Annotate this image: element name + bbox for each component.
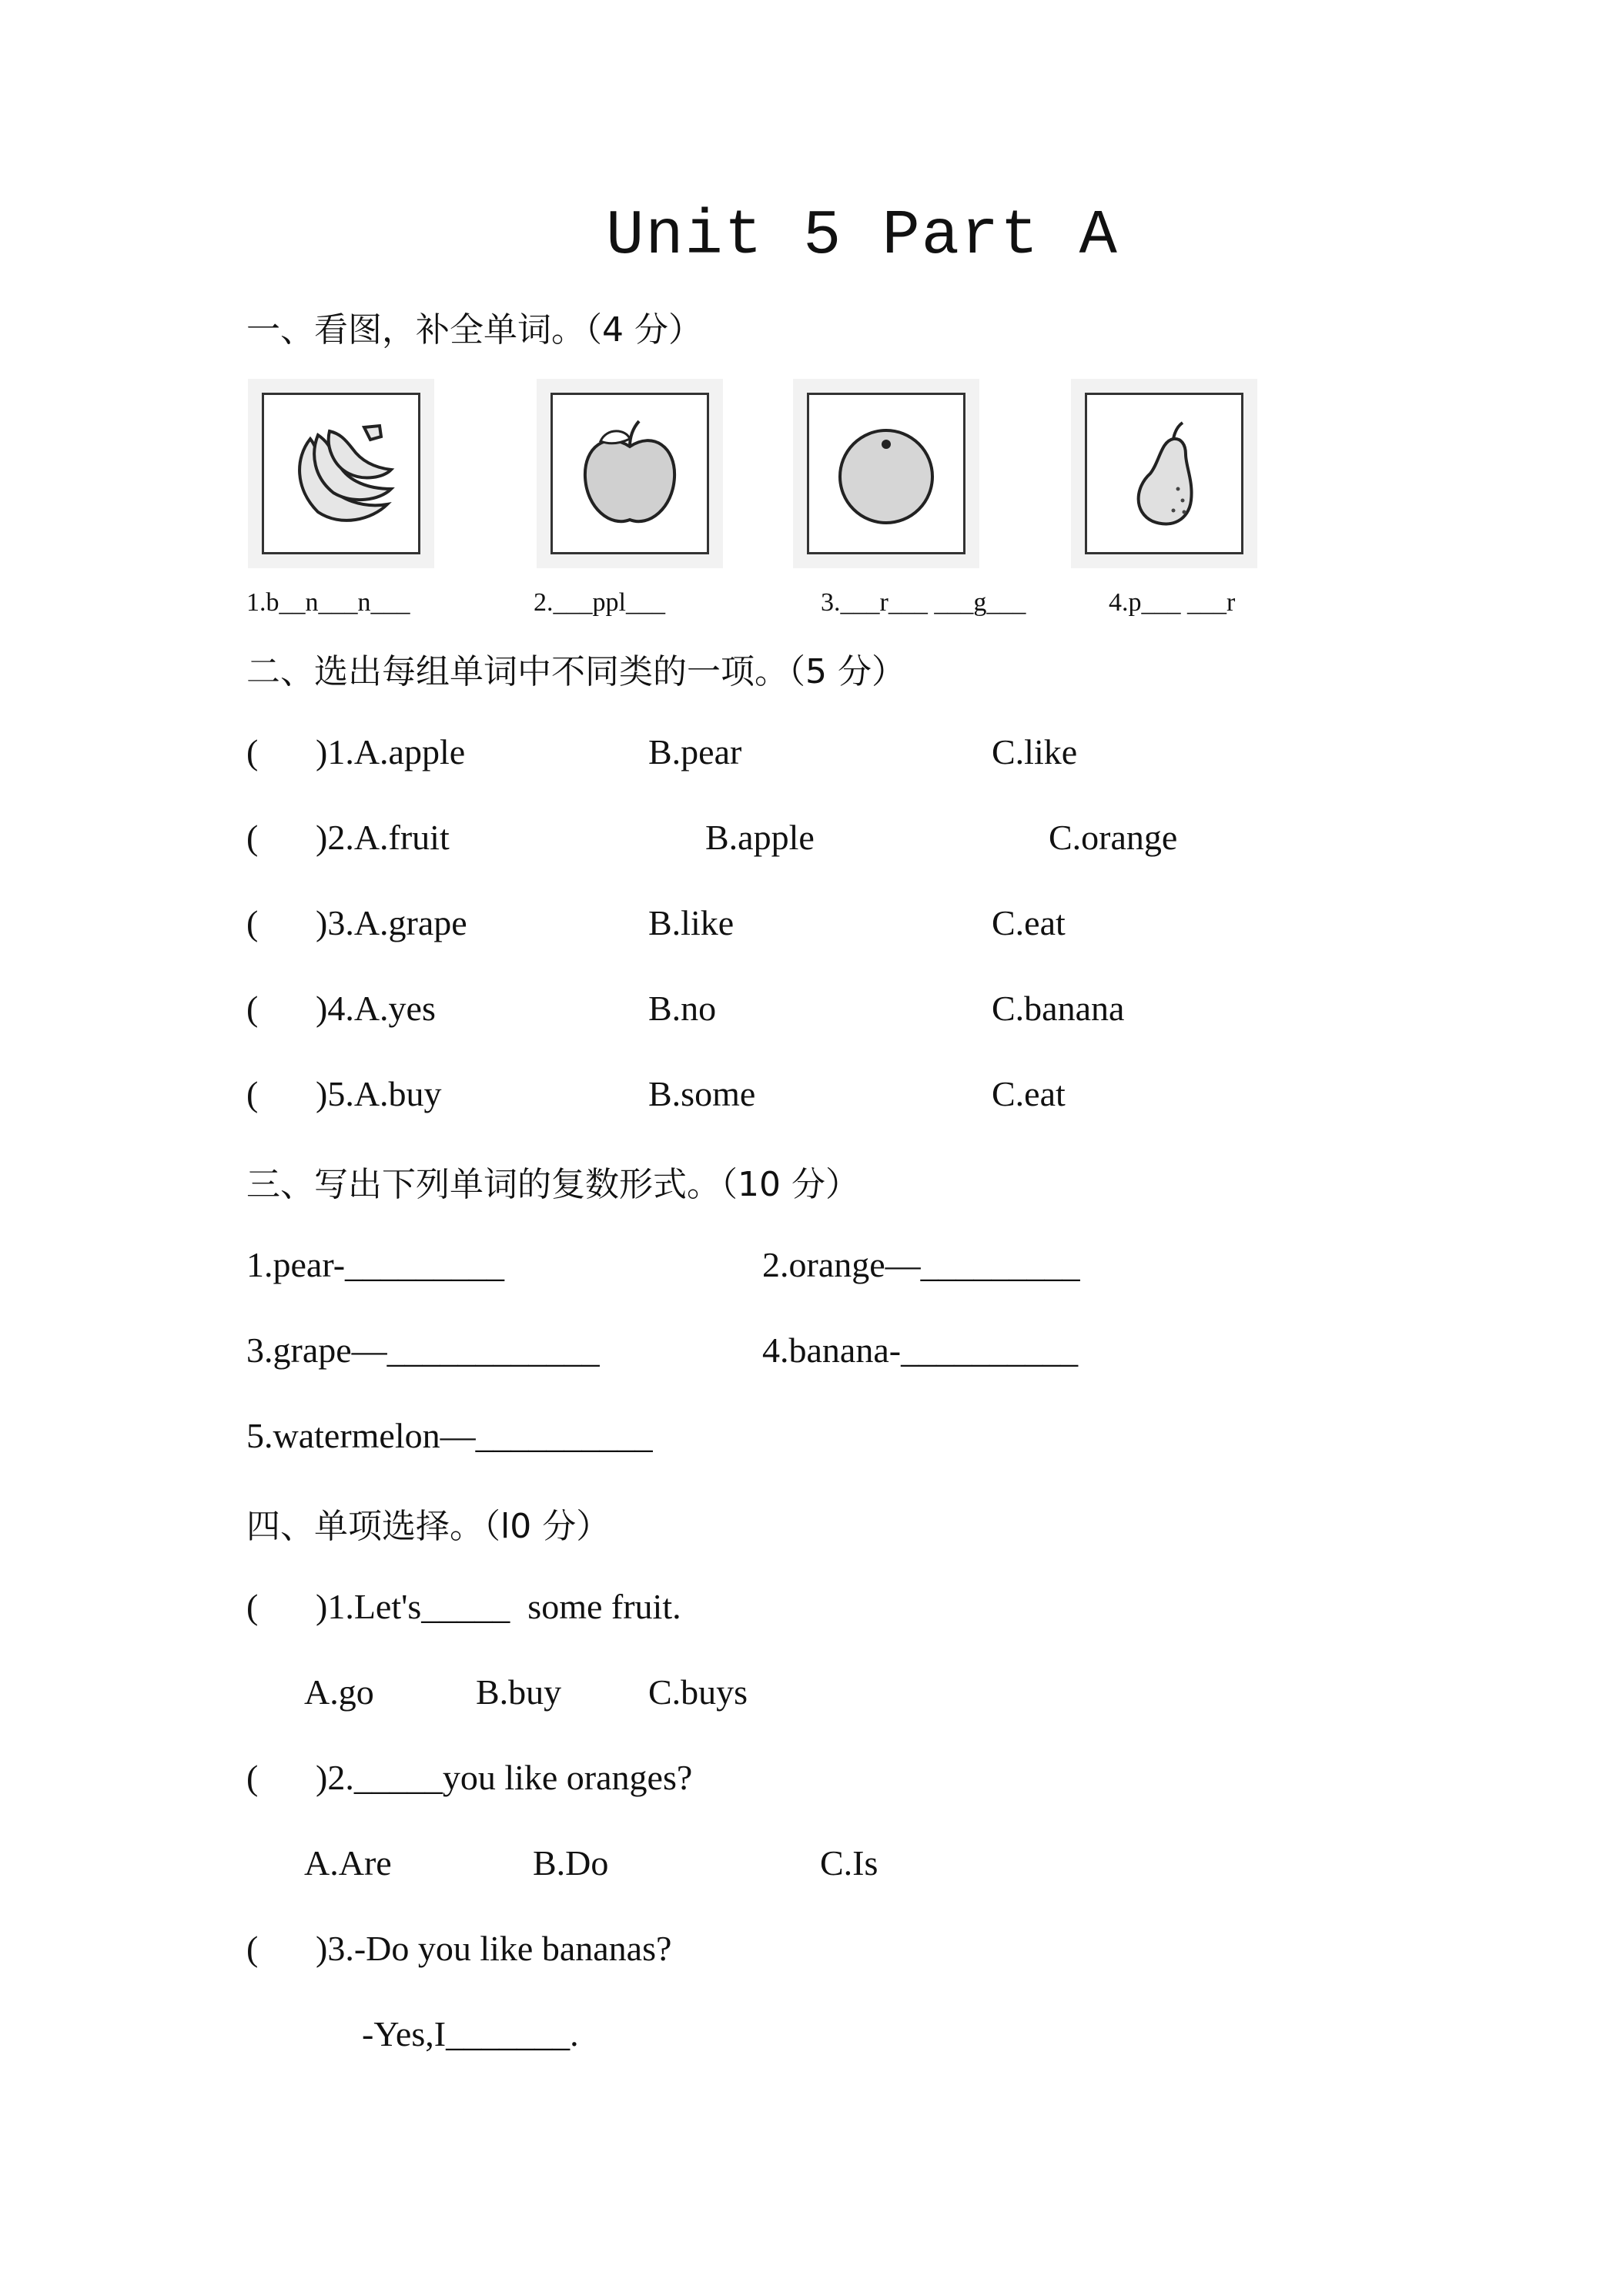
answer-paren: ( xyxy=(246,1758,259,1797)
apple-icon xyxy=(553,395,707,552)
question-2-option-a: )2.A.fruit xyxy=(316,818,450,857)
fruit-label-3: 3.___r___ ___g___ xyxy=(821,588,1026,617)
pear-icon xyxy=(1087,395,1241,552)
question-3-option-c: C.eat xyxy=(992,903,1066,942)
plural-item-5: 5.watermelon—__________ xyxy=(246,1416,653,1455)
plural-item-3: 3.grape—____________ xyxy=(246,1330,600,1370)
question-3-option-a: )3.A.grape xyxy=(316,903,467,942)
question-4-option-b: B.no xyxy=(648,989,717,1028)
answer-paren: ( xyxy=(246,989,259,1028)
question-1-option-b: B.pear xyxy=(648,732,742,771)
question-5-option-c: C.eat xyxy=(992,1074,1066,1113)
answer-paren: ( xyxy=(246,903,259,942)
choice-2-option-b: B.Do xyxy=(533,1843,609,1883)
banana-picture xyxy=(262,393,420,554)
section-1-heading: 一、看图，补全单词。（4 分） xyxy=(246,310,702,350)
question-5-option-b: B.some xyxy=(648,1074,756,1113)
section-2-heading: 二、选出每组单词中不同类的一项。（5 分） xyxy=(246,652,905,691)
choice-2-option-c: C.Is xyxy=(820,1843,878,1883)
answer-paren: ( xyxy=(246,1587,259,1626)
question-4-option-a: )4.A.yes xyxy=(316,989,436,1028)
banana-icon xyxy=(264,395,418,552)
fruit-label-4: 4.p___ ___r xyxy=(1109,588,1236,617)
plural-item-1: 1.pear-_________ xyxy=(246,1245,505,1284)
plural-item-2: 2.orange—_________ xyxy=(762,1245,1080,1284)
question-2-option-b: B.apple xyxy=(705,818,815,857)
choice-3-answer-line: -Yes,I_______. xyxy=(362,2014,579,2053)
fruit-label-2: 2.___ppl___ xyxy=(534,588,665,617)
question-5-option-a: )5.A.buy xyxy=(316,1074,442,1113)
choice-question-3: )3.-Do you like bananas? xyxy=(316,1929,672,1968)
section-4-heading: 四、单项选择。（l0 分） xyxy=(246,1507,611,1546)
orange-icon xyxy=(809,395,963,552)
section-3-heading: 三、写出下列单词的复数形式。（10 分） xyxy=(246,1165,859,1204)
choice-1-option-c: C.buys xyxy=(648,1672,748,1712)
choice-1-option-a: A.go xyxy=(304,1672,374,1712)
choice-question-2: )2._____you like oranges? xyxy=(316,1758,693,1797)
answer-paren: ( xyxy=(246,1929,259,1968)
page-title: Unit 5 Part A xyxy=(606,200,1119,272)
answer-paren: ( xyxy=(246,732,259,771)
pear-picture xyxy=(1085,393,1243,554)
orange-picture xyxy=(807,393,965,554)
apple-picture xyxy=(550,393,709,554)
question-1-option-c: C.like xyxy=(992,732,1078,771)
fruit-label-1: 1.b__n___n___ xyxy=(246,588,410,617)
answer-paren: ( xyxy=(246,1074,259,1113)
question-2-option-c: C.orange xyxy=(1049,818,1178,857)
choice-1-option-b: B.buy xyxy=(476,1672,562,1712)
choice-2-option-a: A.Are xyxy=(304,1843,392,1883)
choice-question-1: )1.Let's_____ some fruit. xyxy=(316,1587,681,1626)
plural-item-4: 4.banana-__________ xyxy=(762,1330,1079,1370)
question-1-option-a: )1.A.apple xyxy=(316,732,466,771)
question-4-option-c: C.banana xyxy=(992,989,1125,1028)
question-3-option-b: B.like xyxy=(648,903,735,942)
answer-paren: ( xyxy=(246,818,259,857)
